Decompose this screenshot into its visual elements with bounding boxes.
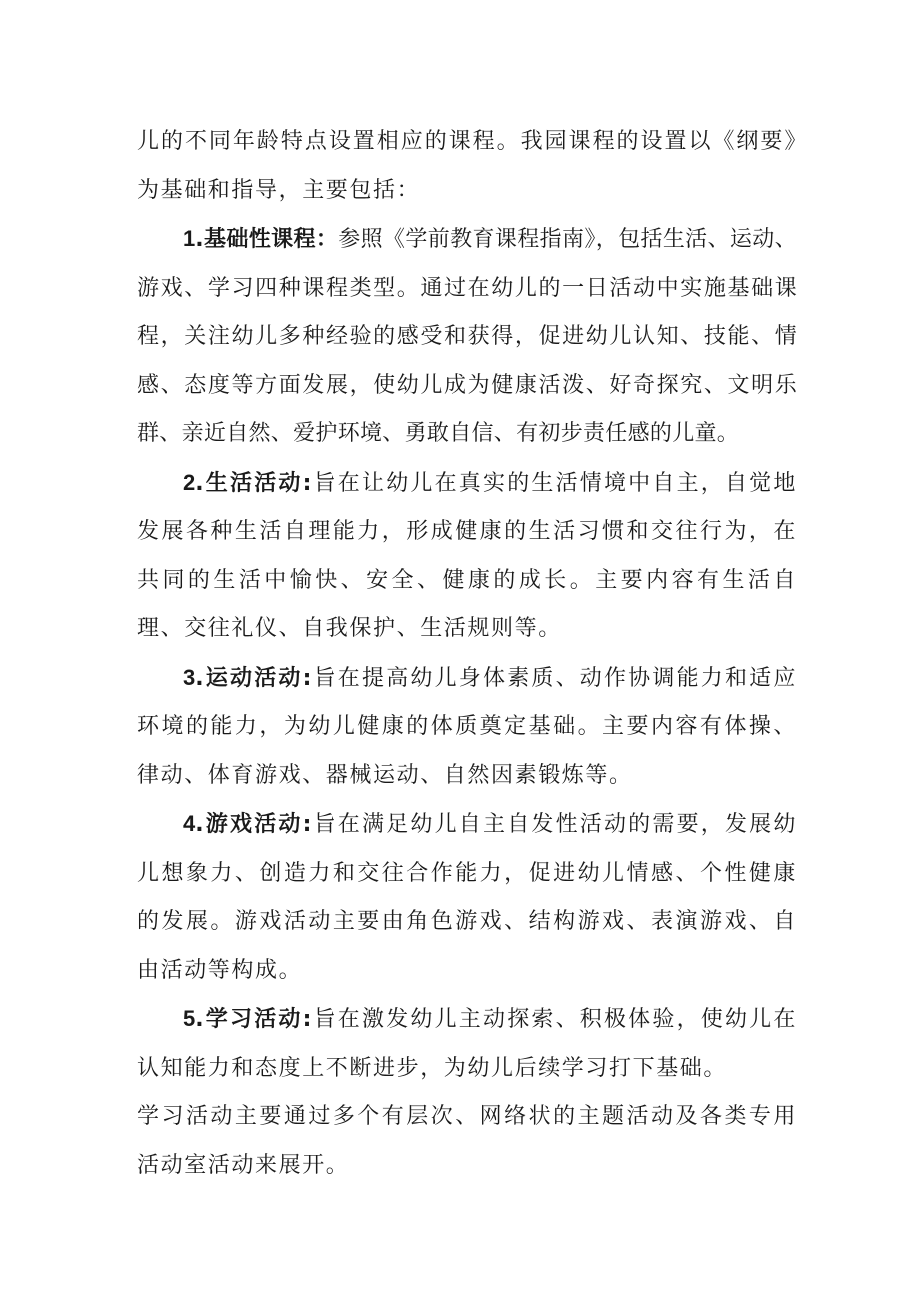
document-page — [137, 118, 797, 1190]
section-3-body: 旨在提高幼儿身体素质、动作协调能力和适应环境的能力，为幼儿健康的体质奠定基础。主要内容有体操、律动、体育游戏、器械运动、自然因素锻炼等。 — [137, 665, 797, 788]
section-1-body: 参照《学前教育课程指南》，包括生活、运动、游戏、学习四种课程类型。通过在幼儿的一日活动中实施基础课程，关注幼儿多种经验的感受和获得，促进幼儿认知、技能、情感、态度等方面发展，使幼儿成为健康活泼、好奇探究、文明乐群、亲近自然、爱护环境、勇敢自信、有初步责任感的儿童。 — [137, 227, 797, 446]
section-1-number: 1 — [183, 226, 196, 251]
closing-paragraph: 学习活动主要通过多个有层次、网络状的主题活动及各类专用活动室活动来展开。 — [137, 1104, 797, 1178]
section-1-heading: .基础性课程： — [195, 227, 339, 252]
section-5-number: 5 — [183, 1006, 196, 1031]
section-4-body: 旨在满足幼儿自主自发性活动的需要，发展幼儿想象力、创造力和交往合作能力，促进幼儿情感、个性健康的发展。游戏活动主要由角色游戏、结构游戏、表演游戏、自由活动等构成。 — [137, 812, 797, 983]
section-5-heading: .学习活动: — [195, 1007, 313, 1032]
section-3-heading: .运动活动: — [195, 665, 313, 691]
section-5-body: 旨在激发幼儿主动探索、积极体验，使幼儿在认知能力和态度上不断进步，为幼儿后续学习打下基础。 — [137, 1007, 797, 1081]
section-3-paragraph — [137, 654, 797, 801]
section-2-number: 2 — [183, 469, 196, 495]
intro-paragraph: 儿的不同年龄特点设置相应的课程。我园课程的设置以《纲要》为基础和指导，主要包括： — [137, 129, 797, 203]
section-4-number: 4 — [183, 811, 196, 836]
section-2-body: 旨在让幼儿在真实的生活情境中自主，自觉地发展各种生活自理能力，形成健康的生活习惯和交往行为，在共同的生活中愉快、安全、健康的成长。主要内容有生活自理、交往礼仪、自我保护、生活规则等。 — [137, 470, 797, 641]
section-1-paragraph — [137, 215, 797, 459]
section-4-heading: .游戏活动: — [195, 812, 313, 837]
section-2-paragraph — [137, 459, 797, 654]
section-2-heading: .生活活动: — [195, 470, 313, 496]
section-4-paragraph — [137, 800, 797, 995]
section-3-number: 3 — [183, 664, 196, 690]
section-5-paragraph — [137, 995, 797, 1093]
